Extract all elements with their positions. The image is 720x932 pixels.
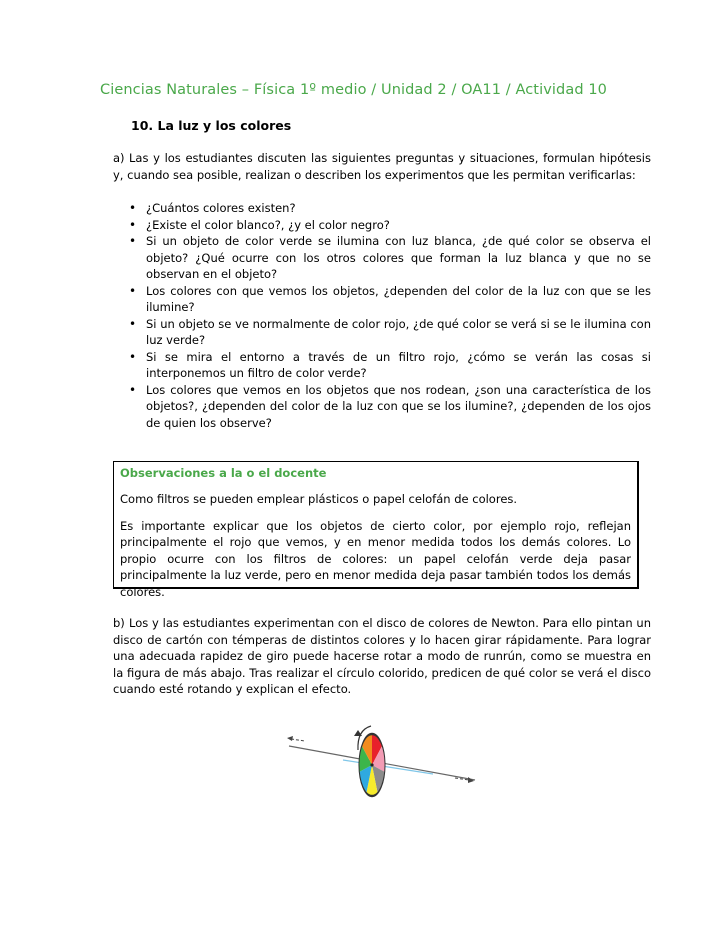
list-item: • Si un objeto de color verde se ilumina con luz blanca, ¿de qué color se observa el objeto? ¿Qué ocurre con los otros colores que forman la luz blanca y que no se observan en el objeto? — [129, 233, 651, 283]
section-title: 10. La luz y los colores — [131, 118, 292, 133]
page-header: Ciencias Naturales – Física 1º medio / Unidad 2 / OA11 / Actividad 10 — [100, 82, 607, 98]
list-item: • Si se mira el entorno a través de un filtro rojo, ¿cómo se verán las cosas si interponemos un filtro de color verde? — [129, 349, 651, 382]
teacher-observations-box — [113, 461, 639, 599]
list-item: • Si un objeto se ve normalmente de color rojo, ¿de qué color se verá si se le ilumina con luz verde? — [129, 316, 651, 349]
observations-title: Observaciones a la o el docente — [120, 466, 327, 480]
observations-paragraph: Como filtros se pueden emplear plásticos o papel celofán de colores. — [120, 492, 518, 506]
disc-center — [370, 763, 373, 766]
list-item: • Los colores con que vemos los objetos, ¿dependen del color de la luz con que se les ilumine? — [129, 283, 651, 316]
list-item: • Los colores que vemos en los objetos que nos rodean, ¿son una característica de los objetos?, ¿dependen del color de la luz con que se los ilumine?, ¿dependen de los ojos de quien los observe? — [129, 382, 651, 432]
newton-disc-figure — [283, 722, 483, 802]
item-a-label: a) — [113, 151, 125, 165]
item-b-paragraph — [113, 615, 651, 698]
item-b-label: b) — [113, 616, 125, 630]
light-ray — [343, 760, 433, 774]
observations-paragraph: Es importante explicar que los objetos de cierto color, por ejemplo rojo, reflejan principalmente el rojo que vemos, y en menor medida todos los demás colores. Lo propio ocurre con los filtros de colores: un papel celofán verde deja pasar principalmente la luz verde, pero en menor medida deja pasar también todos los demás colores. — [120, 518, 631, 599]
list-item: • ¿Cuántos colores existen? — [129, 200, 651, 217]
list-item: • ¿Existe el color blanco?, ¿y el color negro? — [129, 217, 651, 234]
question-list — [129, 200, 651, 431]
item-a-text: Las y los estudiantes discuten las siguientes preguntas y situaciones, formulan hipótesis y, cuando sea posible, realizan o describen los experimentos que les permitan verificarlas: — [113, 151, 651, 182]
item-a-paragraph — [113, 150, 651, 183]
arrow-left-icon — [287, 736, 305, 741]
item-b-text: Los y las estudiantes experimentan con el disco de colores de Newton. Para ello pintan un disco de cartón con témperas de distintos colores y lo hacen girar rápidamente. Para lograr una adecuada rapidez de giro puede hacerse rotar a modo de runrún, como se muestra en la figura de más abajo. Tras realizar el círculo colorido, predicen de qué color se verá el disco cuando esté rotando y explican el efecto. — [113, 616, 651, 696]
